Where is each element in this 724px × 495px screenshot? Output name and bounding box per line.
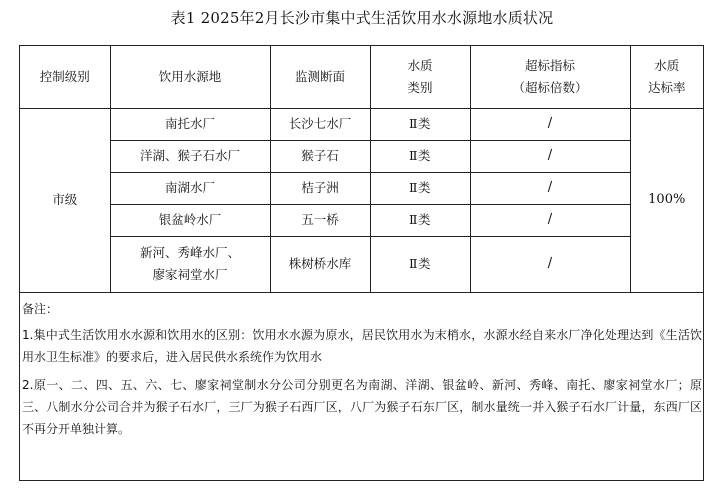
class-cell: Ⅱ类 — [370, 236, 470, 292]
source-cell — [110, 236, 270, 292]
table-row — [20, 172, 703, 204]
class-cell: Ⅱ类 — [370, 108, 470, 140]
table-row — [20, 204, 703, 236]
note-item-2: 2.原一、二、四、五、六、七、廖家祠堂制水分公司分别更名为南湖、洋湖、银盆岭、新河、秀峰、南托、廖家祠堂水厂；原三、八制水分公司合并为猴子石水厂，三厂为猴子石西厂区，八厂为猴子石东厂区，制水量统一并入猴子石水厂计量，东西厂区不再分开单独计算。 — [22, 378, 702, 436]
header-exceed-line1: 超标指标 — [524, 57, 575, 73]
header-exceed-indicator — [470, 46, 630, 108]
header-quality-class — [370, 46, 470, 108]
exceed-cell: / — [470, 140, 630, 172]
class-cell: Ⅱ类 — [370, 172, 470, 204]
exceed-cell: / — [470, 108, 630, 140]
table-row — [20, 108, 703, 140]
source-cell-line1: 新河、秀峰水厂、 — [139, 245, 240, 260]
header-quality-class-line2: 类别 — [407, 79, 433, 95]
notes-title: 备注： — [22, 302, 59, 316]
header-rate-line1: 水质 — [654, 57, 680, 73]
note-item-1: 1.集中式生活饮用水水源和饮用水的区别：饮用水水源为原水，居民饮用水为末梢水，水源水经自来水厂净化处理达到《生活饮用水卫生标准》的要求后，进入居民供水系统作为饮用水 — [22, 328, 702, 364]
header-quality-class-line1: 水质 — [407, 57, 433, 73]
class-cell: Ⅱ类 — [370, 140, 470, 172]
header-drinking-source: 饮用水源地 — [110, 46, 270, 108]
water-quality-table — [20, 46, 703, 293]
source-cell: 洋湖、猴子石水厂 — [110, 140, 270, 172]
source-cell: 南托水厂 — [110, 108, 270, 140]
notes-section — [22, 298, 702, 446]
header-monitoring-section: 监测断面 — [270, 46, 370, 108]
compliance-rate-cell: 100% — [630, 108, 703, 292]
table-row — [20, 236, 703, 292]
table-title: 表1 2025年2月长沙市集中式生活饮用水水源地水质状况 — [170, 9, 554, 27]
exceed-cell: / — [470, 204, 630, 236]
control-level-cell: 市级 — [20, 108, 110, 292]
source-cell: 南湖水厂 — [110, 172, 270, 204]
header-exceed-line2: （超标倍数） — [512, 79, 588, 95]
header-rate-line2: 达标率 — [647, 79, 686, 95]
section-cell: 株树桥水库 — [270, 236, 370, 292]
header-control-level: 控制级别 — [20, 46, 110, 108]
water-quality-sheet — [19, 45, 704, 481]
table-row — [20, 140, 703, 172]
section-cell: 桔子洲 — [270, 172, 370, 204]
header-compliance-rate — [630, 46, 703, 108]
section-cell: 猴子石 — [270, 140, 370, 172]
source-cell: 银盆岭水厂 — [110, 204, 270, 236]
section-cell: 长沙七水厂 — [270, 108, 370, 140]
table-header-row — [20, 46, 703, 108]
exceed-cell: / — [470, 236, 630, 292]
section-cell: 五一桥 — [270, 204, 370, 236]
source-cell-line2: 廖家祠堂水厂 — [152, 267, 228, 282]
exceed-cell: / — [470, 172, 630, 204]
class-cell: Ⅱ类 — [370, 204, 470, 236]
